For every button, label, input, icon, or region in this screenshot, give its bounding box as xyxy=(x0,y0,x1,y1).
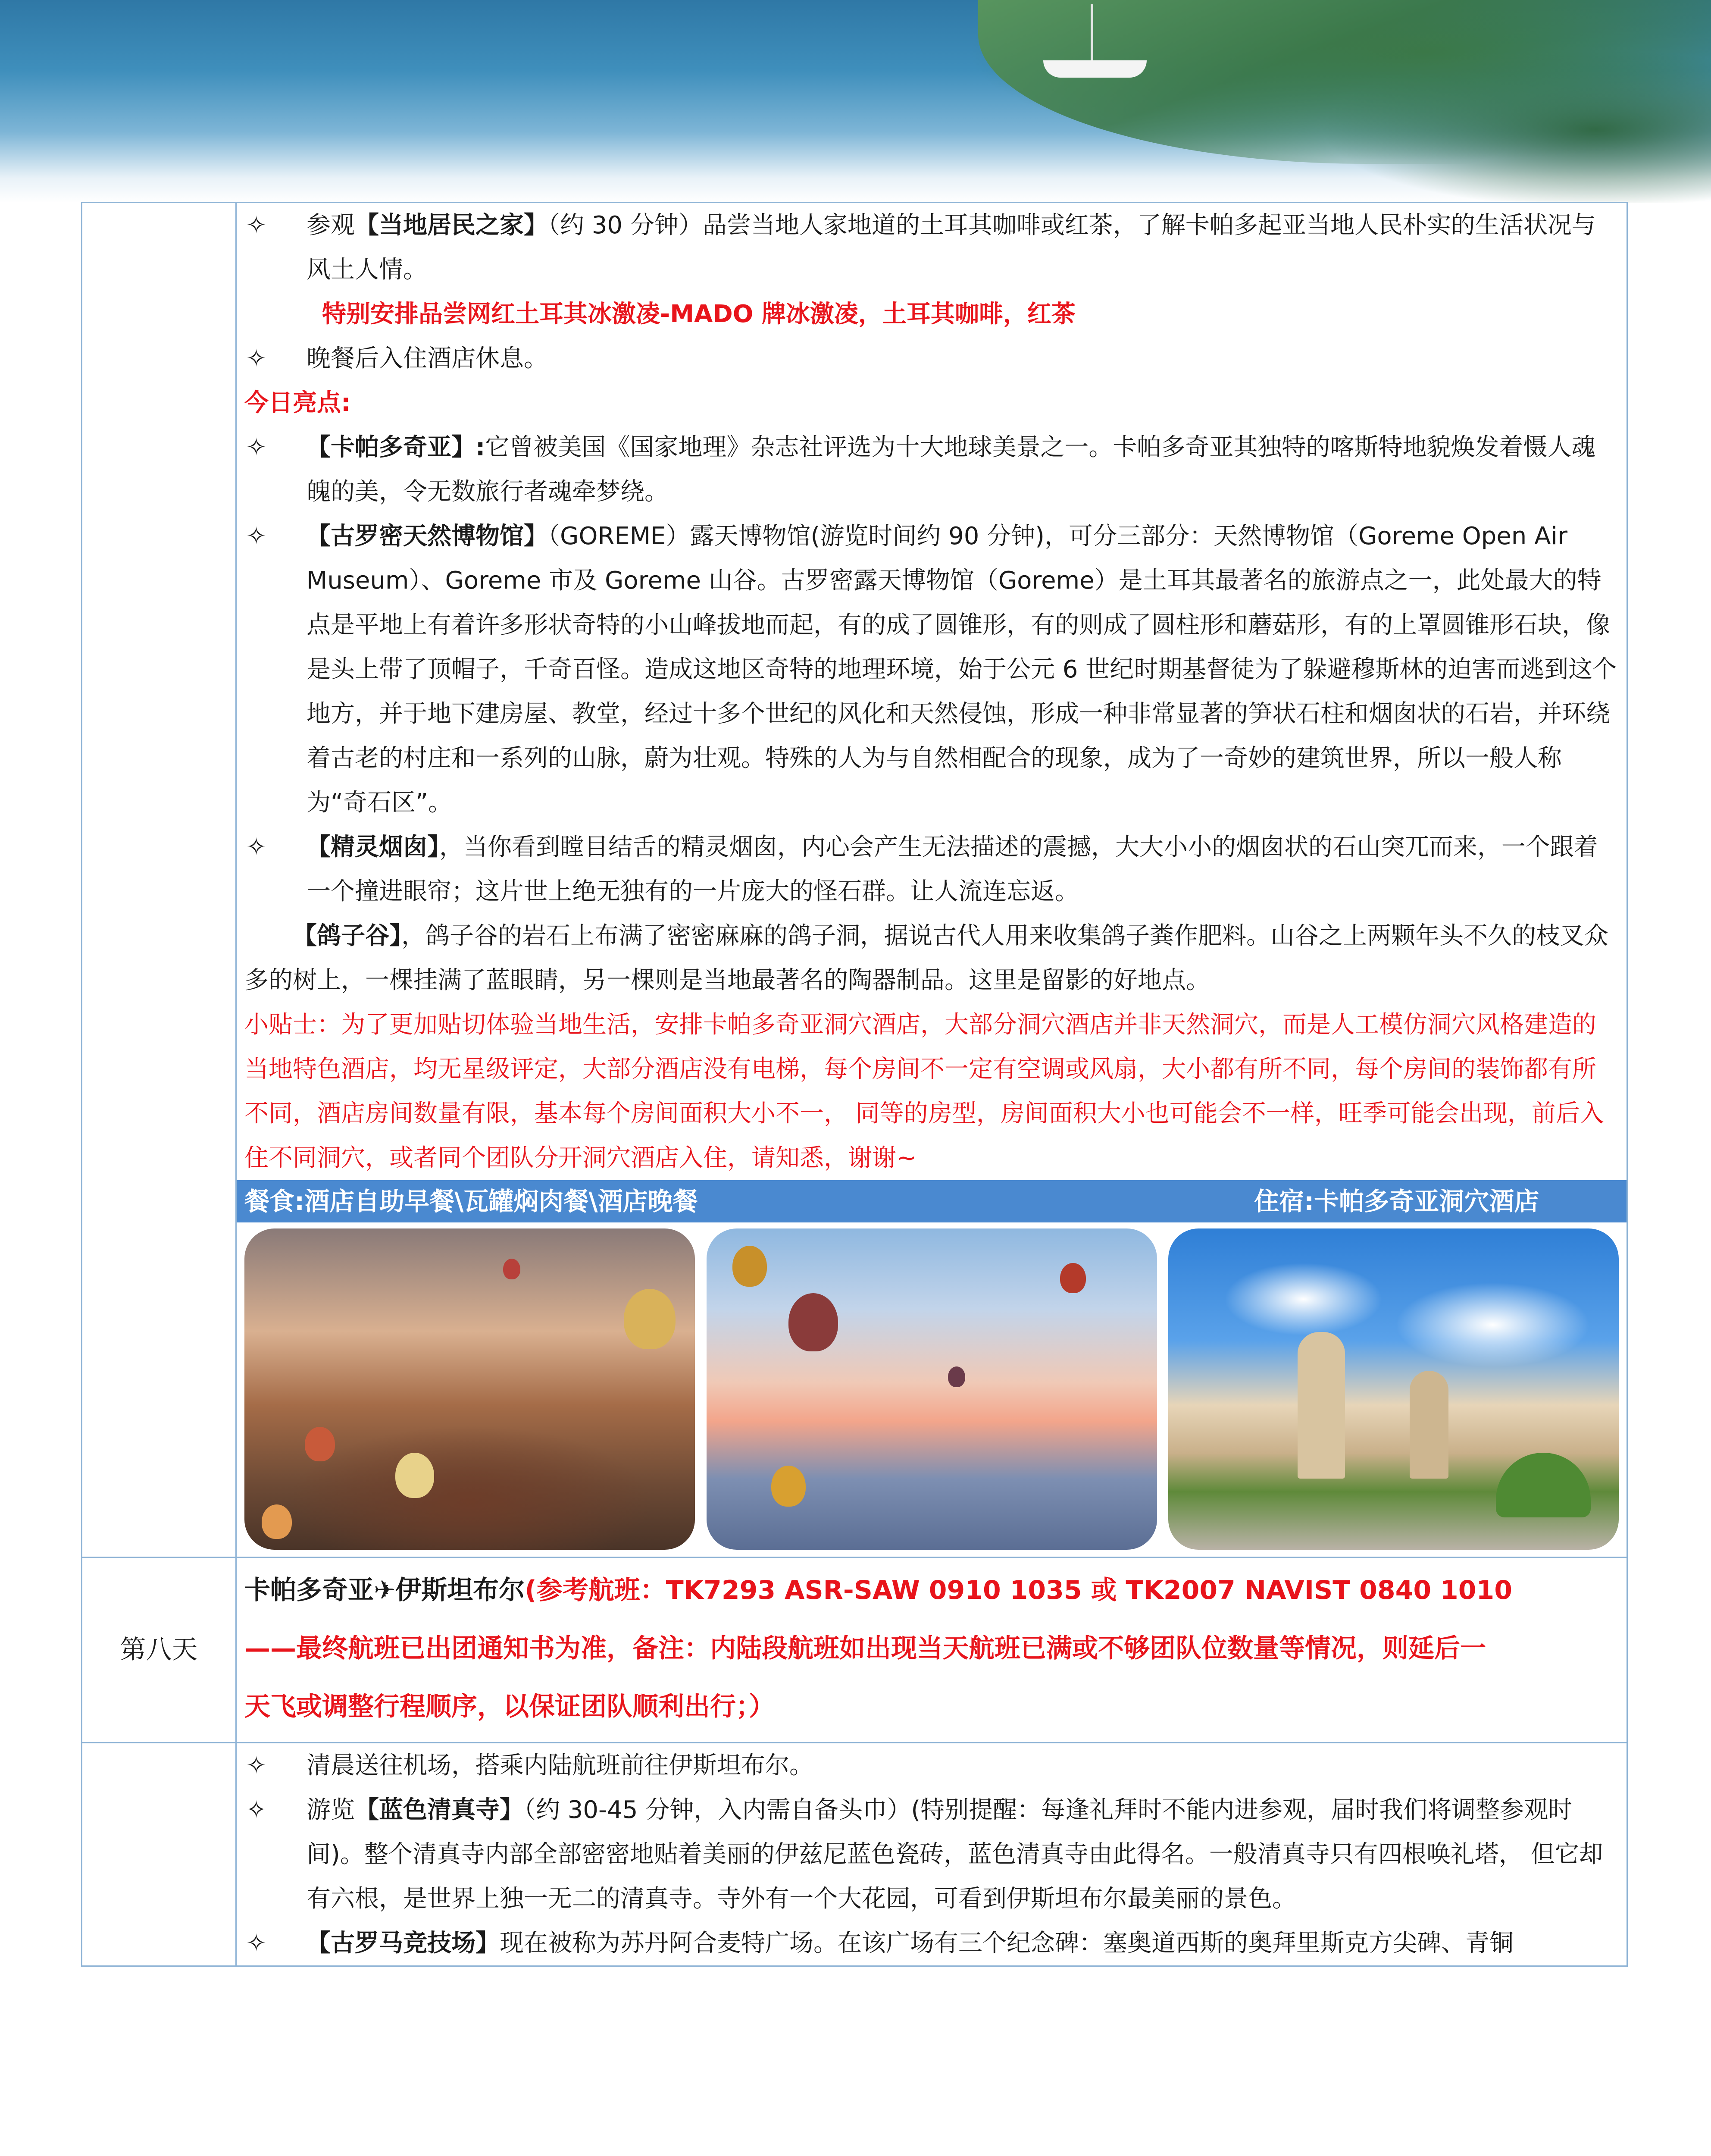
list-item-blue-mosque: ✧ 游览【蓝色清真寺】（约 30-45 分钟，入内需自备头巾）(特别提醒：每逢礼拜时不能内进参观，届时我们将调整参观时间)。整个清真寺内部全部密密地贴着美丽的伊兹尼蓝色瓷砖，蓝色清真寺由此得名。一般清真寺只有四根唤礼塔， 但它却有六根，是世界上独一无二的清真寺。寺外有一个大花园，可看到伊斯坦布尔最美丽的景色。 xyxy=(244,1788,1619,1921)
rock-chimney xyxy=(1298,1332,1345,1479)
day8-title-cell xyxy=(237,1558,1627,1742)
diamond-star-icon: ✧ xyxy=(246,1752,266,1780)
route-text: 卡帕多奇亚✈伊斯坦布尔 xyxy=(244,1575,525,1605)
itinerary-table xyxy=(81,202,1628,1967)
list-item-cappadocia: ✧ 【卡帕多奇亚】:它曾被美国《国家地理》杂志社评选为十大地球美景之一。卡帕多奇亚其独特的喀斯特地貌焕发着慑人魂魄的美，令无数旅行者魂牵梦绕。 xyxy=(244,425,1619,514)
special-arrangement-note: 特别安排品尝网红土耳其冰激凌-MADO 牌冰激凌，土耳其咖啡，红茶 xyxy=(322,300,1076,328)
balloon-shape xyxy=(305,1427,335,1461)
diamond-star-icon: ✧ xyxy=(246,1796,266,1824)
tip-paragraph: 小贴士：为了更加贴切体验当地生活，安排卡帕多奇亚洞穴酒店，大部分洞穴酒店并非天然洞穴，而是人工模仿洞穴风格建造的当地特色酒店，均无星级评定，大部分酒店没有电梯，每个房间不一定有空调或风扇，大小都有所不同，每个房间的装饰都有所不同，酒店房间数量有限，基本每个房间面积大小不一， 同等的房型，房间面积大小也可能会不一样，旺季可能会出现，前后入住不同洞穴，或者同个团队分开洞穴酒店入住，请知悉，谢谢~ xyxy=(244,1011,1604,1172)
list-item-goreme-museum: ✧ 【古罗密天然博物馆】（GOREME）露天博物馆(游览时间约 90 分钟)，可分三部分：天然博物馆（Goreme Open Air Museum）、Goreme 市及 Goreme 山谷。古罗密露天博物馆（Goreme）是土耳其最著名的旅游点之一，此处最大的特点是平地上有着许多形状奇特的小山峰拔地而起，有的成了圆锥形，有的则成了圆柱形和蘑菇形，有的上罩圆锥形石块，像是头上带了顶帽子，千奇百怪。造成这地区奇特的地理环境，始于公元 6 世纪时期基督徒为了躲避穆斯林的迫害而逃到这个地方，并于地下建房屋、教堂，经过十多个世纪的风化和天然侵蚀，形成一种非常显著的笋状石柱和烟囱状的石岩，并环绕着古老的村庄和一系列的山脉，蔚为壮观。特殊的人为与自然相配合的现象，成为了一奇妙的建筑世界，所以一般人称为“奇石区”。 xyxy=(244,514,1619,825)
day8-route-line xyxy=(244,1561,1619,1620)
balloon-shape xyxy=(503,1259,520,1279)
diamond-star-icon: ✧ xyxy=(246,211,266,239)
diamond-star-icon: ✧ xyxy=(246,522,266,550)
balloon-shape xyxy=(1060,1263,1086,1293)
day8-details-row xyxy=(82,1743,1627,1965)
diamond-star-icon: ✧ xyxy=(246,1929,266,1957)
list-item-fairy-chimneys: ✧ 【精灵烟囱】，当你看到瞠目结舌的精灵烟囱，内心会产生无法描述的震撼，大大小小的烟囱状的石山突兀而来，一个跟着一个撞进眼帘；这片世上绝无独有的一片庞大的怪石群。让人流连忘返。 xyxy=(244,825,1619,914)
diamond-star-icon: ✧ xyxy=(246,433,266,461)
rock-chimney xyxy=(1410,1371,1448,1479)
balloons-at-sunset-photo xyxy=(707,1228,1157,1550)
day8-content-cell xyxy=(237,1743,1627,1965)
balloon-shape xyxy=(624,1289,676,1349)
balloon-shape xyxy=(395,1453,434,1498)
sailboat xyxy=(1043,60,1147,78)
list-item-dinner-hotel: ✧ 晚餐后入住酒店休息。 xyxy=(244,336,1619,381)
list-item-local-home: ✧ 参观【当地居民之家】（约 30 分钟）品尝当地人家地道的土耳其咖啡或红茶，了解卡帕多起亚当地人民朴实的生活状况与风土人情。 xyxy=(244,203,1619,292)
day-label-cell-empty xyxy=(82,203,237,1557)
balloons-over-valley-photo xyxy=(244,1228,695,1550)
shoreline-decoration xyxy=(978,0,1711,164)
balloon-shape xyxy=(771,1466,806,1507)
photo-gallery xyxy=(244,1222,1619,1557)
flight-note-line-end: 天飞或调整行程顺序，以保证团队顺利出行；） xyxy=(244,1692,775,1722)
balloon-shape xyxy=(732,1246,767,1287)
meal-lodging-bar xyxy=(237,1180,1627,1222)
local-home-title: 【当地居民之家】 xyxy=(355,211,548,239)
header-scenery-image xyxy=(0,0,1711,203)
day7-content-cell xyxy=(237,203,1627,1557)
flight-info-text: (参考航班：TK7293 ASR-SAW 0910 1035 或 TK2007 NAVIST 0840 1010 xyxy=(525,1575,1512,1605)
flight-note-line: ——最终航班已出团通知书为准，备注：内陆段航班如出现当天航班已满或不够团队位数量等情况，则延后一 xyxy=(244,1633,1486,1664)
lodging-text: 住宿:卡帕多奇亚洞穴酒店 xyxy=(1254,1186,1539,1216)
day7-continuation-row xyxy=(82,203,1627,1558)
balloon-shape xyxy=(262,1504,292,1539)
day-label-cell: 第八天 xyxy=(82,1558,237,1742)
day8-header-row xyxy=(82,1558,1627,1743)
list-item-airport: ✧ 清晨送往机场，搭乘内陆航班前往伊斯坦布尔。 xyxy=(244,1743,1619,1788)
list-item-hippodrome: ✧ 【古罗马竞技场】现在被称为苏丹阿合麦特广场。在该广场有三个纪念碑：塞奥道西斯的奥拜里斯克方尖碑、青铜 xyxy=(244,1921,1619,1965)
tree-shape xyxy=(1496,1453,1591,1517)
meals-text: 餐食:酒店自助早餐\瓦罐焖肉餐\酒店晚餐 xyxy=(244,1186,698,1216)
balloon-shape xyxy=(948,1366,965,1387)
balloon-shape xyxy=(788,1293,838,1351)
pigeon-valley-paragraph: 【鸽子谷】，鸽子谷的岩石上布满了密密麻麻的鸽子洞，据说古代人用来收集鸽子粪作肥料。山谷之上两颗年头不久的枝叉众多的树上，一棵挂满了蓝眼睛，另一棵则是当地最著名的陶器制品。这里是留影的好地点。 xyxy=(244,922,1608,994)
sailboat-mast xyxy=(1091,4,1093,63)
diamond-star-icon: ✧ xyxy=(246,833,266,861)
fairy-chimneys-photo xyxy=(1168,1228,1619,1550)
day-label-cell-empty xyxy=(82,1743,237,1965)
highlights-label: 今日亮点: xyxy=(244,389,351,417)
diamond-star-icon: ✧ xyxy=(246,345,266,373)
